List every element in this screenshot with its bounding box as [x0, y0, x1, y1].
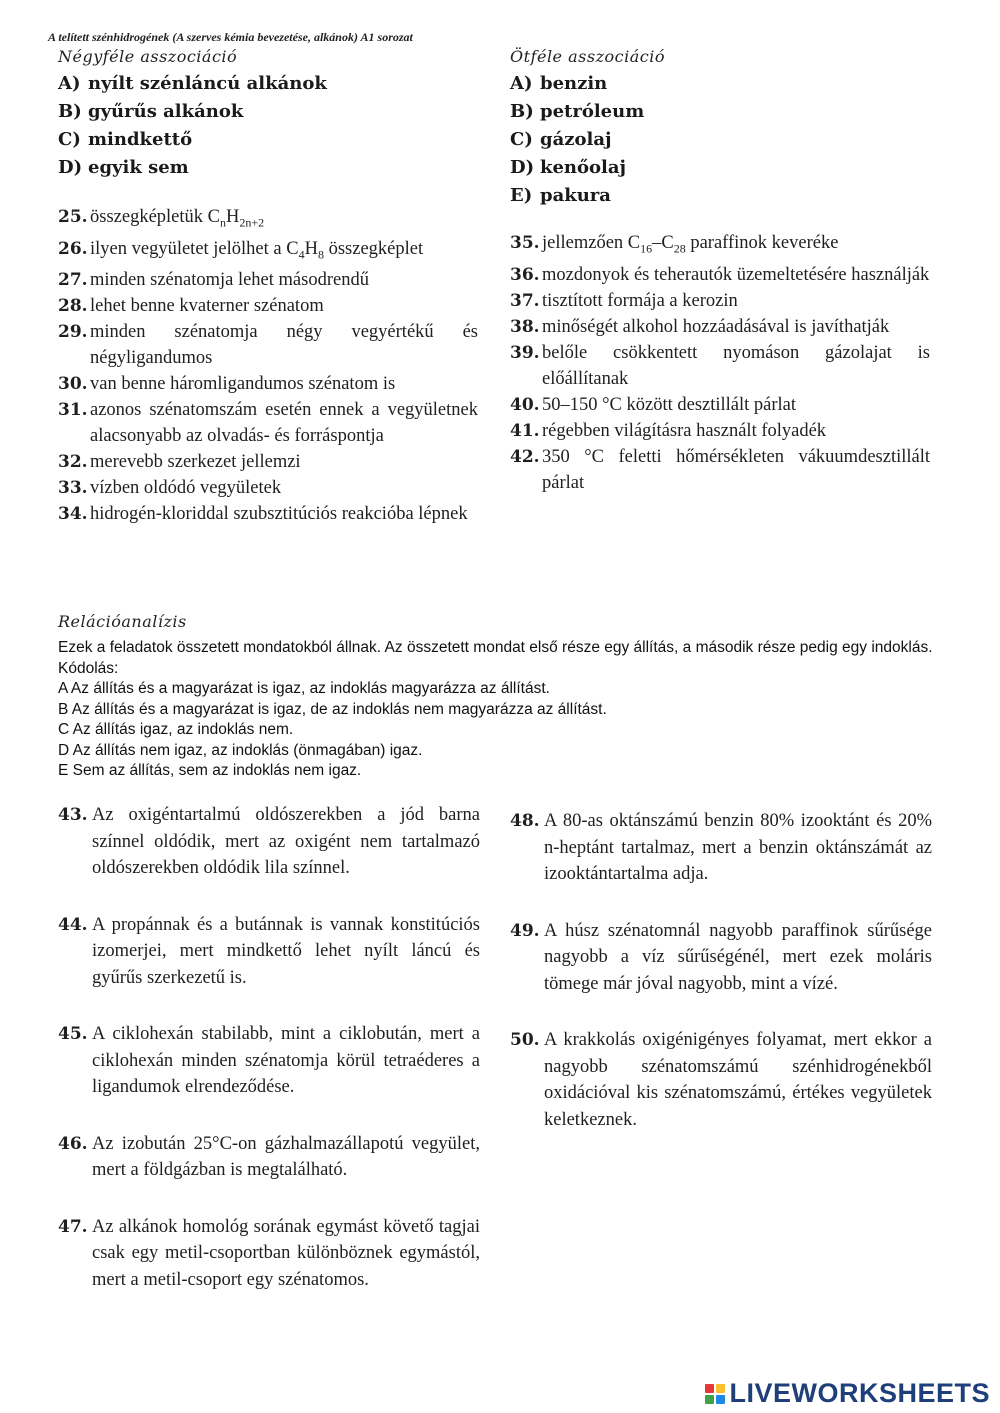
- question-item: 42. 350 °C feletti hőmérsékleten vákuumdesztillált párlat: [510, 446, 930, 493]
- question-item: 34. hidrogén-kloriddal szubsztitúciós reakcióba lépnek: [58, 504, 468, 525]
- questions-25-34: [58, 204, 478, 527]
- question-item: 33. vízben oldódó vegyületek: [58, 478, 282, 499]
- question-item: 32. merevebb szerkezet jellemzi: [58, 452, 301, 473]
- relation-questions-left: [58, 802, 480, 1323]
- question-item: 29. minden szénatomja négy vegyértékű és négyligandumos: [58, 322, 478, 369]
- relation-questions-right: [510, 808, 932, 1163]
- question-item: 25. összegképletük $C_nH_{2n+2}$: [58, 207, 265, 230]
- brand-wordmark: LIVEWORKSHEETS: [729, 1378, 990, 1408]
- relation-item: 48. A 80-as oktánszámú benzin 80% izooktánt és 20% n-heptánt tartalmaz, mert a benzin oktánszámát az izooktántartalma adja.: [510, 811, 932, 884]
- relation-item: 50. A krakkolás oxigénigényes folyamat, mert ekkor a nagyobb szénatomszámú szénhidrogénekből oxidációval kis szénatomszámú, értékes vegyületek keletkeznek.: [510, 1030, 932, 1130]
- option-item: A) benzin: [510, 73, 608, 94]
- four-way-title: Négyféle asszociáció: [58, 47, 238, 66]
- option-item: B) petróleum: [510, 101, 645, 122]
- five-way-title: Ötféle asszociáció: [510, 47, 665, 66]
- relation-item: 44. A propánnak és a butánnak is vannak konstitúciós izomerjei, mert mindkettő lehet nyílt láncú és gyűrűs szerkezetű is.: [58, 914, 480, 988]
- option-item: C) mindkettő: [58, 129, 193, 150]
- relation-item: 46. Az izobután 25°C-on gázhalmazállapotú vegyület, mert a földgázban is megtalálható.: [58, 1133, 480, 1180]
- question-item: 28. lehet benne kvaterner szénatom: [58, 296, 324, 317]
- question-item: 26. ilyen vegyületet jelölhet a $C_4H_8$ összegképlet: [58, 238, 424, 262]
- question-item: 27. minden szénatomja lehet másodrendű: [58, 270, 369, 291]
- option-item: B) gyűrűs alkánok: [58, 101, 244, 122]
- relation-item: 43. Az oxigéntartalmú oldószerekben a jód barna színnel oldódik, mert az oxigént nem tartalmazó oldószerekben oldódik lila színnel.: [58, 805, 480, 878]
- question-item: 38. minőségét alkohol hozzáadásával is javíthatják: [510, 316, 890, 337]
- relation-intro: Ezek a feladatok összetett mondatokból állnak. Az összetett mondat első része egy állítás, a második része pedig egy indoklás. Kódolás: A Az állítás és a magyarázat is igaz, az indoklás magyarázza az állítást. B Az állítás és a magyarázat is igaz, de az indoklás nem magyarázza az állítást. C Az állítás igaz, az indoklás nem. D Az állítás nem igaz, az indoklás (önmagában) igaz. E Sem az állítás, sem az indoklás nem igaz.: [58, 639, 933, 779]
- four-way-options: [58, 70, 327, 182]
- option-item: A) nyílt szénláncú alkánok: [58, 73, 327, 94]
- option-item: E) pakura: [510, 185, 611, 206]
- logo-squares-icon: [705, 1384, 725, 1404]
- question-item: 31. azonos szénatomszám esetén ennek a vegyületnek alacsonyabb az olvadás- és forráspontja: [58, 400, 478, 447]
- questions-35-42: [510, 230, 930, 496]
- five-way-options: [510, 70, 644, 210]
- relation-analysis-title: Relációanalízis: [58, 612, 187, 631]
- relation-item: 47. Az alkánok homológ sorának egymást követő tagjai csak egy metil-csoportban különböznek egymástól, mert a metil-csoport egy szénatomos.: [58, 1216, 480, 1290]
- question-item: 41. régebben világításra használt folyadék: [510, 420, 827, 441]
- option-item: D) egyik sem: [58, 157, 189, 178]
- question-item: 36. mozdonyok és teherautók üzemeltetésére használják: [510, 264, 930, 285]
- question-item: 39. belőle csökkentett nyomáson gázolajat is előállítanak: [510, 342, 930, 389]
- option-item: C) gázolaj: [510, 129, 612, 150]
- question-item: 40. 50–150 °C között desztillált párlat: [510, 394, 797, 415]
- relation-item: 49. A húsz szénatomnál nagyobb paraffinok sűrűsége nagyobb a víz sűrűségénél, mert ezek moláris tömege már jóval nagyobb, mint a vízé.: [510, 920, 932, 994]
- question-item: 30. van benne háromligandumos szénatom is: [58, 374, 396, 395]
- question-item: 35. jellemzően $C_{16}-C_{28}$ paraffinok keveréke: [510, 233, 839, 256]
- page-header: A telített szénhidrogének (A szerves kémia bevezetése, alkánok) A1 sorozat: [48, 30, 413, 44]
- option-item: D) kenőolaj: [510, 157, 627, 178]
- liveworksheets-logo[interactable]: [705, 1378, 990, 1409]
- question-item: 37. tisztított formája a kerozin: [510, 290, 738, 311]
- relation-item: 45. A ciklohexán stabilabb, mint a ciklobután, mert a ciklohexán minden szénatomja körül tetraéderes a ligandumok elrendeződése.: [58, 1024, 480, 1097]
